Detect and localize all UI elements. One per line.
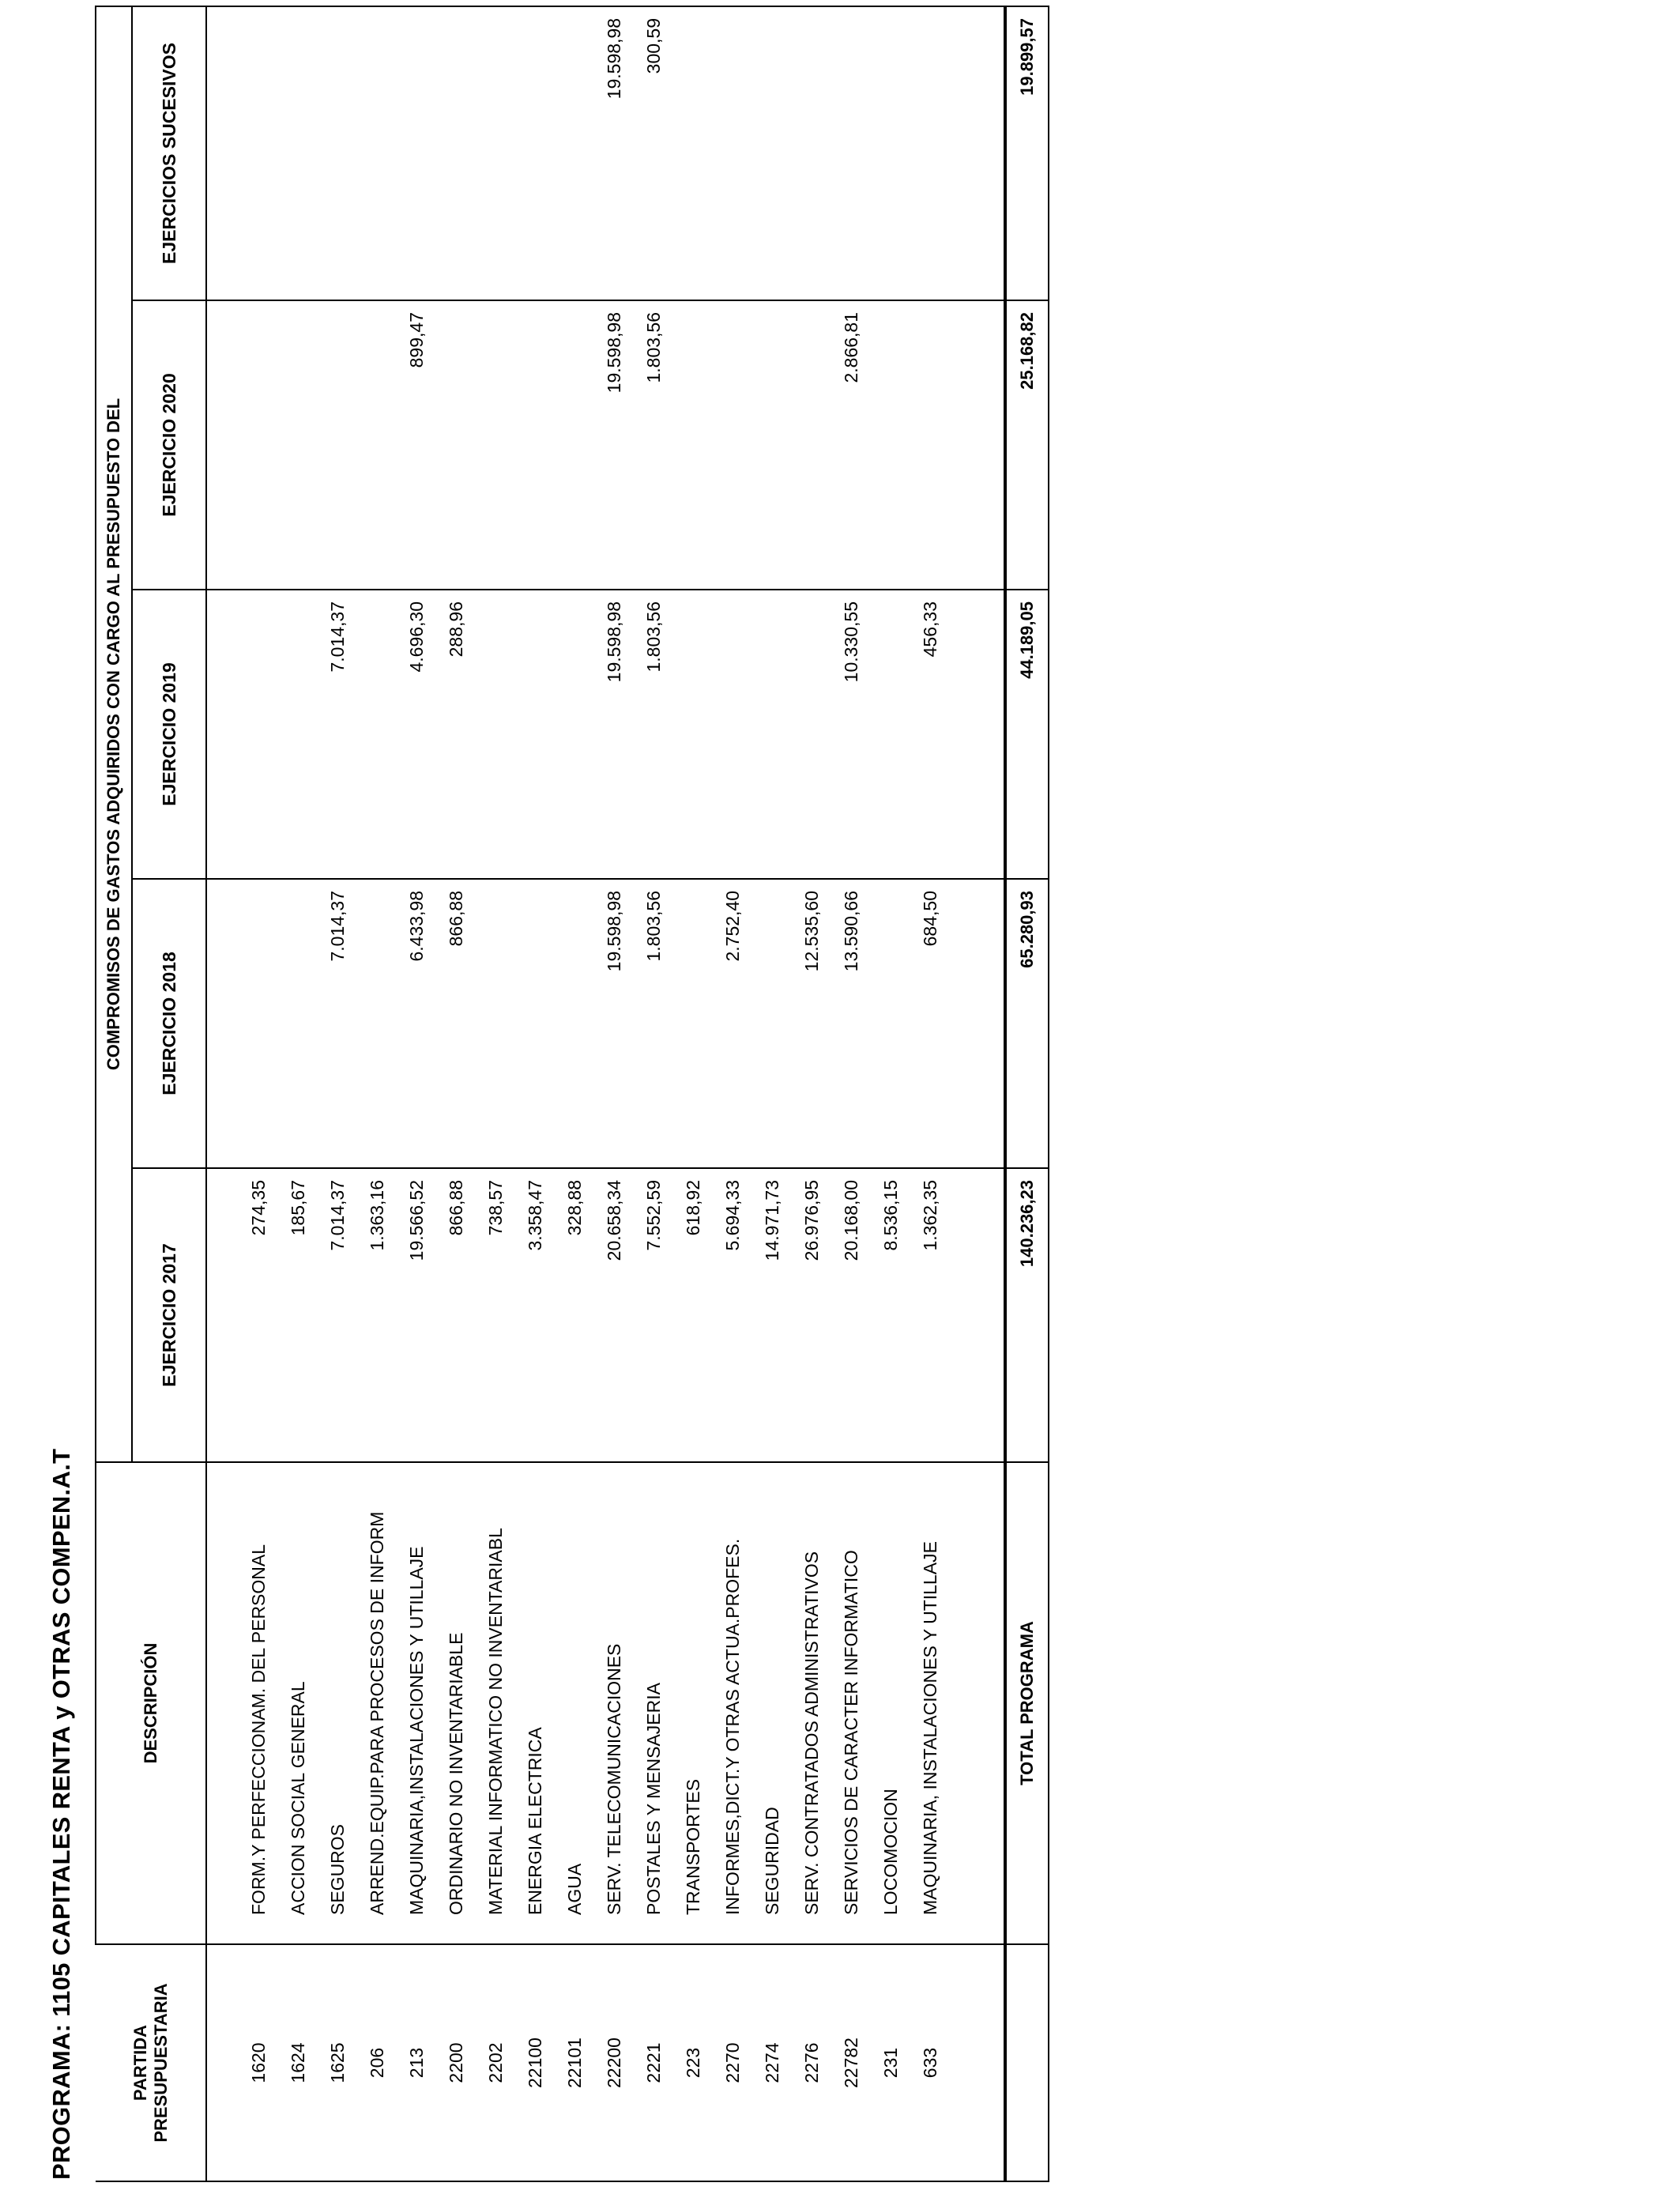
ejercicios-sucesivos-cell [515,7,555,300]
ejercicio-2018-cell: 12.535,60 [801,891,822,972]
total-label: TOTAL PROGRAMA [1006,1462,1049,1944]
header-ejercicio-2019: EJERCICIO 2019 [132,590,206,879]
ejercicios-sucesivos-cell [357,7,397,300]
ejercicios-sucesivos-cell [713,7,752,300]
ejercicio-2017-cell: 20.658,34 [604,1180,624,1261]
ejercicio-2017-cell: 618,92 [683,1180,703,1236]
ejercicio-2020-cell [476,301,515,589]
ejercicios-sucesivos-cell [397,7,436,300]
header-ejercicio-2018: EJERCICIO 2018 [132,879,206,1168]
descripcion-cell: POSTALES Y MENSAJERIA [643,1683,664,1915]
total-table [1005,6,1049,2182]
descripcion-cell: FORM.Y PERFECCIONAM. DEL PERSONAL [248,1544,269,1915]
total-ejercicio-2018: 65.280,93 [1006,879,1049,1168]
ejercicio-2017-cell: 274,35 [248,1180,269,1236]
column-descripcion [206,1462,1004,1944]
ejercicio-2019-cell [476,590,515,878]
ejercicio-2017-cell: 14.971,73 [762,1180,782,1261]
ejercicios-sucesivos-cell [476,7,515,300]
ejercicio-2018-cell: 684,50 [920,891,940,947]
descripcion-cell: SERVICIOS DE CARACTER INFORMATICO [841,1550,861,1915]
partida-cell: 206 [367,2047,387,2079]
ejercicio-2020-cell [318,301,357,589]
partida-cell: 22101 [564,2038,585,2088]
ejercicio-2020-cell: 19.598,98 [604,312,624,394]
ejercicio-2019-cell: 456,33 [920,601,940,658]
ejercicio-2018-cell: 7.014,37 [327,891,348,962]
ejercicio-2018-cell [278,880,318,1167]
column-partida [206,1944,1004,2181]
descripcion-cell: SEGURIDAD [762,1807,782,1915]
descripcion-cell: SERV. TELECOMUNICACIONES [604,1643,624,1915]
ejercicio-2018-cell [555,880,594,1167]
ejercicio-2018-cell [239,880,278,1167]
partida-cell: 2202 [485,2042,506,2083]
ejercicio-2018-cell: 1.803,56 [643,891,664,962]
header-compromisos: COMPROMISOS DE GASTOS ADQUIRIDOS CON CARGO AL PRESUPUESTO DEL [96,6,132,1462]
ejercicio-2020-cell: 1.803,56 [643,312,664,383]
ejercicios-sucesivos-cell: 19.598,98 [604,17,624,100]
ejercicio-2020-cell [752,301,792,589]
ejercicio-2017-cell: 1.362,35 [920,1180,940,1251]
partida-cell: 223 [683,2047,703,2079]
ejercicio-2017-cell: 26.976,95 [801,1180,822,1261]
ejercicio-2018-cell [515,880,555,1167]
ejercicio-2017-cell: 738,57 [485,1180,506,1236]
partida-cell: 633 [920,2047,940,2079]
ejercicio-2018-cell: 2.752,40 [722,891,743,962]
ejercicio-2020-cell [357,301,397,589]
total-row [1006,6,1049,2181]
column-ejercicio-2018 [206,879,1004,1168]
ejercicio-2020-cell [239,301,278,589]
partida-cell: 231 [880,2047,901,2079]
partida-cell: 213 [406,2047,427,2079]
ejercicio-2019-cell: 4.696,30 [406,601,427,673]
ejercicio-2019-cell [752,590,792,878]
partida-cell: 1625 [327,2042,348,2083]
ejercicio-2017-cell: 185,67 [288,1180,308,1236]
ejercicio-2018-cell: 19.598,98 [604,891,624,972]
partida-cell: 1620 [248,2042,269,2083]
ejercicio-2017-cell: 3.358,47 [525,1180,545,1251]
ejercicio-2017-cell: 328,88 [564,1180,585,1236]
ejercicio-2019-cell: 7.014,37 [327,601,348,673]
ejercicio-2017-cell: 866,88 [446,1180,466,1236]
ejercicio-2019-cell [871,590,910,878]
ejercicios-sucesivos-cell [673,7,713,300]
descripcion-cell: AGUA [564,1863,585,1915]
ejercicio-2020-cell [673,301,713,589]
descripcion-cell: SEGUROS [327,1823,348,1915]
ejercicios-sucesivos-cell [239,7,278,300]
descripcion-cell: MAQUINARIA,INSTALACIONES Y UTILLAJE [406,1546,427,1915]
column-ejercicios-sucesivos [206,6,1004,300]
column-ejercicio-2019 [206,590,1004,879]
partida-cell: 22100 [525,2038,545,2088]
header-ejercicio-2017: EJERCICIO 2017 [132,1168,206,1462]
ejercicio-2017-cell: 20.168,00 [841,1180,861,1261]
ejercicio-2017-cell: 1.363,16 [367,1180,387,1251]
ejercicio-2020-cell: 2.866,81 [841,312,861,383]
descripcion-cell: MATERIAL INFORMATICO NO INVENTARIABL [485,1528,506,1915]
descripcion-cell: MAQUINARIA, INSTALACIONES Y UTILLAJE [920,1541,940,1915]
ejercicios-sucesivos-cell [752,7,792,300]
ejercicio-2017-cell: 8.536,15 [880,1180,901,1251]
page-title: PROGRAMA: 1105 CAPITALES RENTA y OTRAS COMPEN.A.T [47,1448,75,2180]
ejercicio-2019-cell [357,590,397,878]
partida-cell: 2200 [446,2042,466,2083]
ejercicio-2018-cell: 13.590,66 [841,891,861,972]
ejercicio-2020-cell [792,301,831,589]
ejercicio-2019-cell: 1.803,56 [643,601,664,673]
header-descripcion: DESCRIPCIÓN [96,1462,206,1944]
ejercicio-2020-cell [871,301,910,589]
ejercicio-2018-cell [673,880,713,1167]
commitments-table [95,6,1005,2182]
total-ejercicios-sucesivos: 19.899,57 [1006,6,1049,300]
ejercicio-2019-cell [239,590,278,878]
descripcion-cell: ORDINARIO NO INVENTARIABLE [446,1632,466,1915]
descripcion-cell: ENERGIA ELECTRICA [525,1727,545,1915]
ejercicio-2020-cell [515,301,555,589]
descripcion-cell: SERV. CONTRATADOS ADMINISTRATIVOS [801,1551,822,1915]
partida-cell: 22782 [841,2038,861,2088]
partida-cell: 22200 [604,2038,624,2088]
ejercicio-2019-cell [792,590,831,878]
partida-cell: 2276 [801,2042,822,2083]
ejercicios-sucesivos-cell [278,7,318,300]
partida-cell: 1624 [288,2042,308,2083]
ejercicio-2019-cell: 19.598,98 [604,601,624,683]
ejercicio-2019-cell [278,590,318,878]
ejercicio-2017-cell: 19.566,52 [406,1180,427,1261]
ejercicio-2020-cell: 899,47 [406,312,427,368]
ejercicio-2018-cell: 6.433,98 [406,891,427,962]
ejercicio-2017-cell: 5.694,33 [722,1180,743,1251]
ejercicios-sucesivos-cell [910,7,950,300]
partida-cell: 2221 [643,2042,664,2083]
descripcion-cell: ACCION SOCIAL GENERAL [288,1681,308,1915]
ejercicio-2020-cell [713,301,752,589]
ejercicio-2019-cell [515,590,555,878]
ejercicios-sucesivos-cell [792,7,831,300]
total-spacer [1006,1944,1049,2181]
ejercicio-2019-cell: 10.330,55 [841,601,861,683]
ejercicios-sucesivos-cell [318,7,357,300]
descripcion-cell: INFORMES,DICT.Y OTRAS ACTUA.PROFES. [722,1538,743,1915]
descripcion-cell: ARREND.EQUIP.PARA PROCESOS DE INFORM [367,1511,387,1915]
ejercicio-2018-cell [752,880,792,1167]
ejercicio-2018-cell [871,880,910,1167]
ejercicios-sucesivos-cell [831,7,871,300]
ejercicio-2018-cell [476,880,515,1167]
partida-cell: 2270 [722,2042,743,2083]
total-ejercicio-2020: 25.168,82 [1006,300,1049,590]
partida-cell: 2274 [762,2042,782,2083]
ejercicios-sucesivos-cell: 300,59 [643,17,664,74]
ejercicio-2020-cell [278,301,318,589]
ejercicio-2019-cell: 288,96 [446,601,466,658]
ejercicio-2019-cell [713,590,752,878]
ejercicio-2020-cell [910,301,950,589]
ejercicio-2020-cell [555,301,594,589]
header-ejercicio-2020: EJERCICIO 2020 [132,300,206,590]
header-partida: PARTIDA PRESUPUESTARIA [96,1944,206,2181]
ejercicio-2020-cell [436,301,476,589]
descripcion-cell: TRANSPORTES [683,1778,703,1915]
ejercicio-2017-cell: 7.014,37 [327,1180,348,1251]
column-ejercicio-2017 [206,1168,1004,1462]
column-ejercicio-2020 [206,300,1004,590]
ejercicios-sucesivos-cell [555,7,594,300]
header-ejercicios-sucesivos: EJERCICIOS SUCESIVOS [132,6,206,300]
total-ejercicio-2017: 140.236,23 [1006,1168,1049,1462]
ejercicio-2019-cell [555,590,594,878]
descripcion-cell: LOCOMOCION [880,1789,901,1915]
total-ejercicio-2019: 44.189,05 [1006,590,1049,879]
ejercicio-2019-cell [673,590,713,878]
ejercicio-2018-cell: 866,88 [446,891,466,947]
ejercicio-2017-cell: 7.552,59 [643,1180,664,1251]
ejercicios-sucesivos-cell [871,7,910,300]
ejercicios-sucesivos-cell [436,7,476,300]
ejercicio-2018-cell [357,880,397,1167]
